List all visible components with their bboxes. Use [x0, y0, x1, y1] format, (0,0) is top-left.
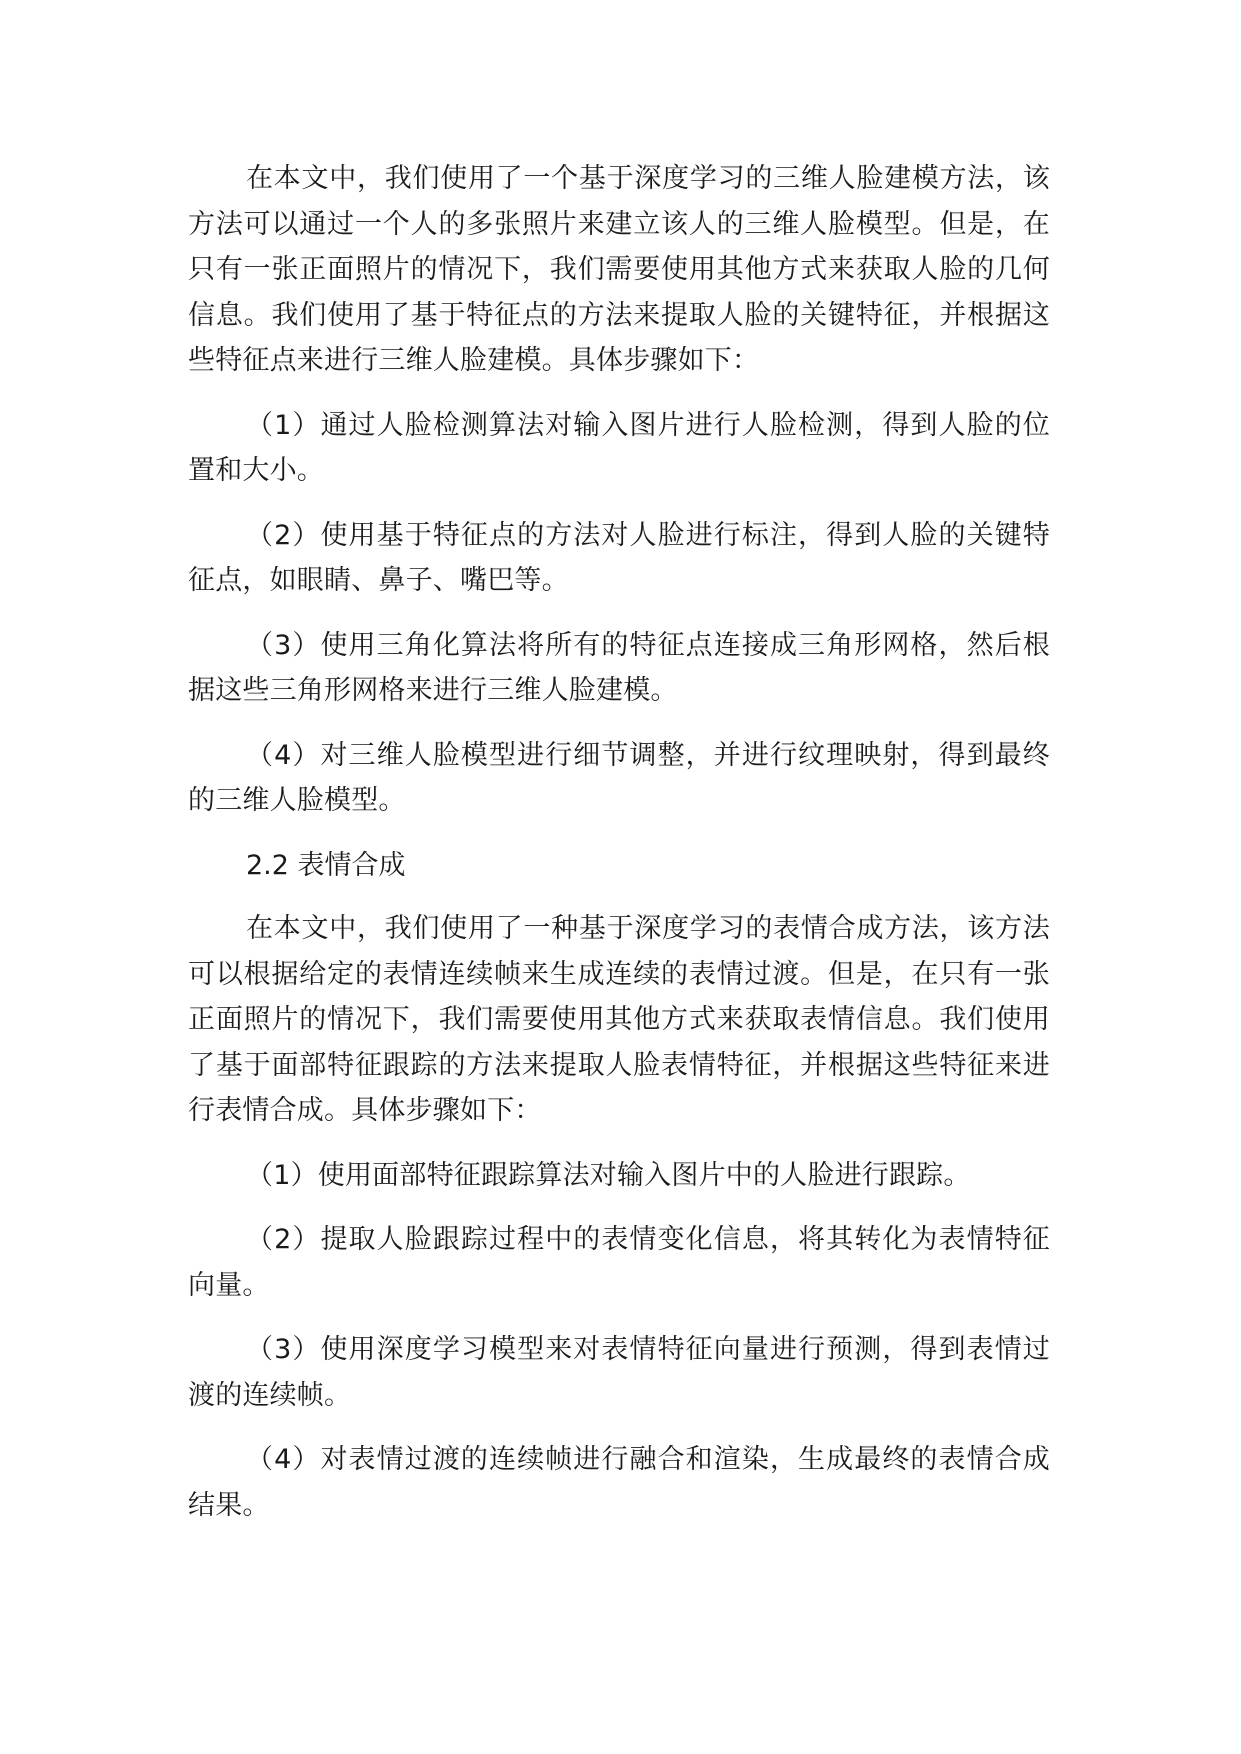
list-item-expression-step-4: （4）对表情过渡的连续帧进行融合和渲染，生成最终的表情合成结果。	[188, 1444, 1050, 1521]
list-item-expression-step-3: （3）使用深度学习模型来对表情特征向量进行预测，得到表情过渡的连续帧。	[188, 1334, 1050, 1411]
list-item-expression-step-2: （2）提取人脸跟踪过程中的表情变化信息，将其转化为表情特征向量。	[188, 1224, 1050, 1301]
list-item-3d-step-2: （2）使用基于特征点的方法对人脸进行标注，得到人脸的关键特征点，如眼睛、鼻子、嘴巴等。	[188, 519, 1050, 596]
list-item-3d-step-3: （3）使用三角化算法将所有的特征点连接成三角形网格，然后根据这些三角形网格来进行三维人脸建模。	[188, 629, 1050, 706]
list-item-3d-step-1: （1）通过人脸检测算法对输入图片进行人脸检测，得到人脸的位置和大小。	[188, 409, 1050, 486]
paragraph-3d-intro: 在本文中，我们使用了一个基于深度学习的三维人脸建模方法，该方法可以通过一个人的多张照片来建立该人的三维人脸模型。但是，在只有一张正面照片的情况下，我们需要使用其他方式来获取人脸的几何信息。我们使用了基于特征点的方法来提取人脸的关键特征，并根据这些特征点来进行三维人脸建模。具体步骤如下：	[188, 163, 1050, 376]
list-item-expression-step-1: （1）使用面部特征跟踪算法对输入图片中的人脸进行跟踪。	[246, 1159, 971, 1191]
section-heading-expression: 2.2 表情合成	[246, 849, 406, 881]
document-body	[188, 156, 1050, 1528]
list-item-3d-step-4: （4）对三维人脸模型进行细节调整，并进行纹理映射，得到最终的三维人脸模型。	[188, 739, 1050, 816]
paragraph-expression-intro: 在本文中，我们使用了一种基于深度学习的表情合成方法，该方法可以根据给定的表情连续帧来生成连续的表情过渡。但是，在只有一张正面照片的情况下，我们需要使用其他方式来获取表情信息。我们使用了基于面部特征跟踪的方法来提取人脸表情特征，并根据这些特征来进行表情合成。具体步骤如下：	[188, 913, 1050, 1126]
